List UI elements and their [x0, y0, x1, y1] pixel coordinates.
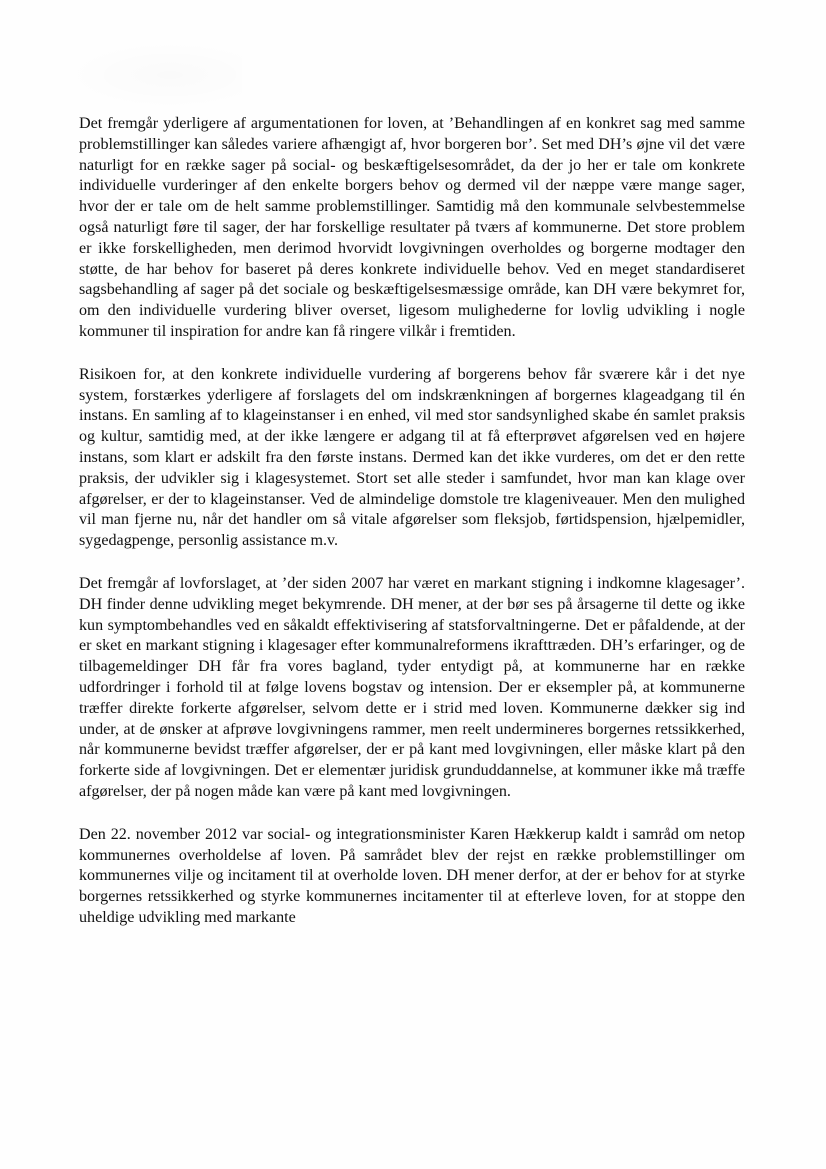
paragraph-complaint-increase: Det fremgår af lovforslaget, at ’der siden 2007 har været en markant stigning i indkomne klagesager’. DH finder denne udvikling meget bekymrende. DH mener, at der bør ses på årsagerne til dette og ikke kun symptombehandles ved en såkaldt effektivisering af statsforvaltningerne. Det er påfaldende, at der er sket en markant stigning i klagesager efter kommunalreformens ikrafttræden. DH’s erfaringer, og de tilbagemeldinger DH får fra vores bagland, tyder entydigt på, at kommunerne har en række udfordringer i forhold til at følge lovens bogstav og intension. Der er eksempler på, at kommunerne træffer direkte forkerte afgørelser, selvom dette er i strid med loven. Kommunerne dækker sig ind under, at de ønsker at afprøve lovgivningens rammer, men reelt undermineres borgernes retssikkerhed, når kommunerne bevidst træffer afgørelser, der er på kant med lovgivningen, eller måske klart på den forkerte side af lovgivningen. Det er elementær juridisk grunduddannelse, at kommuner ikke må træffe afgørelser, der på nogen måde kan være på kant med lovgivningen.: [79, 574, 745, 800]
scan-smudge: [62, 40, 242, 110]
body-text: [79, 114, 745, 929]
paragraph-consultation-meeting: Den 22. november 2012 var social- og integrationsminister Karen Hækkerup kaldt i samråd om netop kommunernes overholdelse af loven. På samrådet blev der rejst en række problemstillinger om kommunernes vilje og incitament til at overholde loven. DH mener derfor, at der er behov for at styrke borgernes retssikkerhed og styrke kommunernes incitamenter til at efterleve loven, for at stoppe den uheldige udvikling med markante: [79, 825, 745, 926]
paragraph-argumentation: Det fremgår yderligere af argumentationen for loven, at ’Behandlingen af en konkret sag med samme problemstillinger kan således variere afhængigt af, hvor borgeren bor’. Set med DH’s øjne vil det være naturligt for en række sager på social- og beskæftigelsesområdet, da der jo her er tale om konkrete individuelle vurderinger af den enkelte borgers behov og dermed vil der næppe være mange sager, hvor der er tale om de helt samme problemstillinger. Samtidig må den kommunale selvbestemmelse også naturligt føre til sager, der har forskellige resultater på tværs af kommunerne. Det store problem er ikke forskelligheden, men derimod hvorvidt lovgivningen overholdes og borgerne modtager den støtte, de har behov for baseret på deres konkrete individuelle behov. Ved en meget standardiseret sagsbehandling af sager på det sociale og beskæftigelsesmæssige område, kan DH være bekymret for, om den individuelle vurdering bliver overset, ligesom mulighederne for lovlig udvikling i nogle kommuner til inspiration for andre kan få ringere vilkår i fremtiden.: [79, 115, 745, 340]
paragraph-complaint-access: Risikoen for, at den konkrete individuelle vurdering af borgerens behov får sværere kår i det nye system, forstærkes yderligere af forslagets del om indskrænkningen af borgernes klageadgang til én instans. En samling af to klageinstanser i en enhed, vil med stor sandsynlighed skabe én samlet praksis og kultur, samtidig med, at der ikke længere er adgang til at få efterprøvet afgørelsen ved en højere instans, som klart er adskilt fra den første instans. Dermed kan det ikke vurderes, om det er den rette praksis, der udvikler sig i klagesystemet. Stort set alle steder i samfundet, hvor man kan klage over afgørelser, er der to klageinstanser. Ved de almindelige domstole tre klageniveauer. Men den mulighed vil man fjerne nu, når det handler om så vitale afgørelser som fleksjob, førtidspension, hjælpemidler, sygedagpenge, personlig assistance m.v.: [79, 365, 745, 550]
